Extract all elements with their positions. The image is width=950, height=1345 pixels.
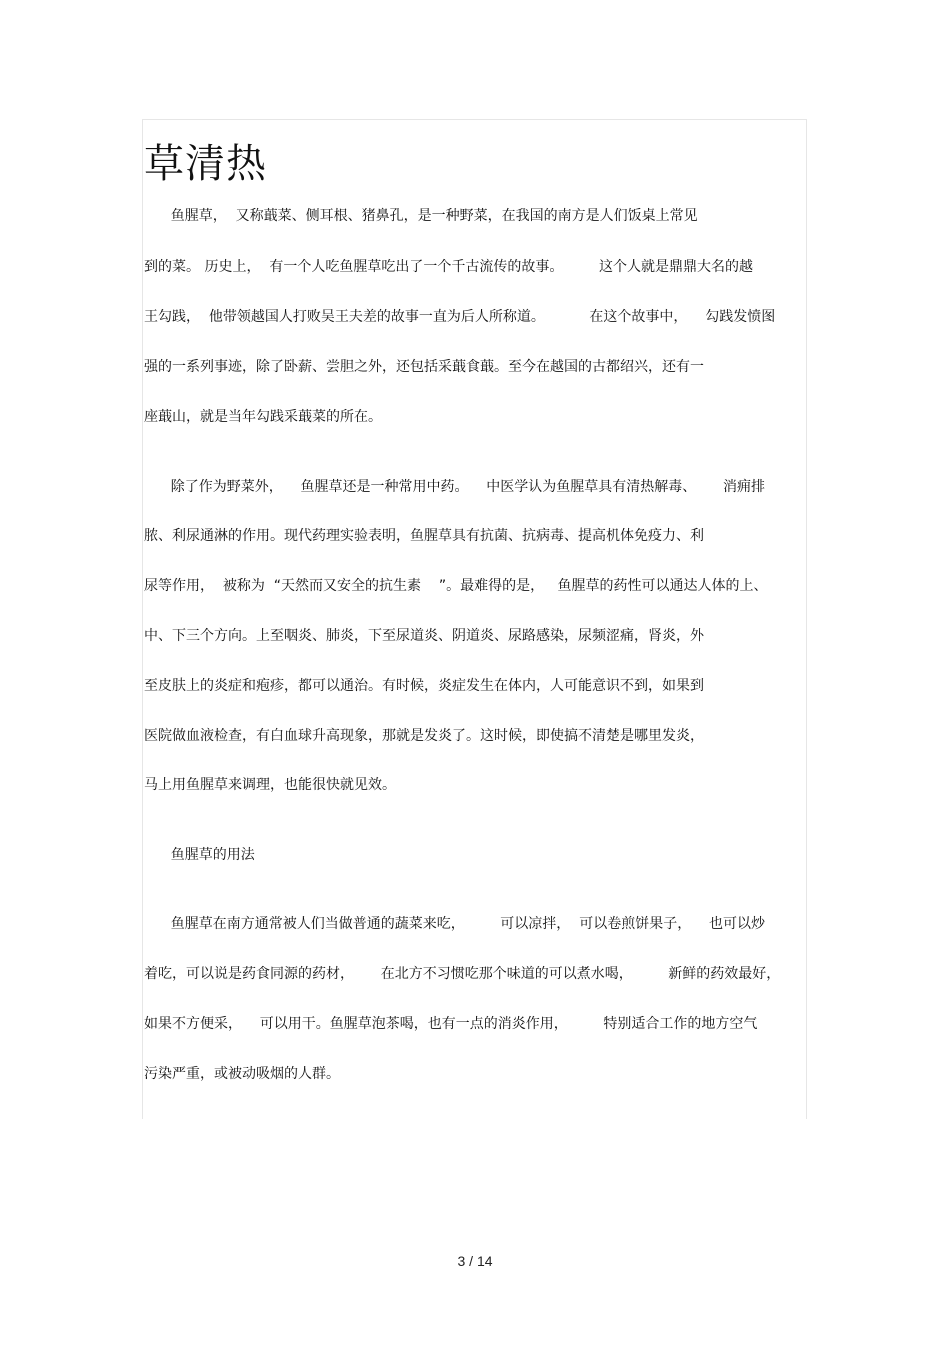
paragraph-line: 尿等作用， 被称为 “天然而又安全的抗生素 ”。最难得的是， 鱼腥草的药性可以通达人体的上、 bbox=[144, 578, 768, 594]
paragraph-line: 鱼腥草， 又称蕺菜、侧耳根、猪鼻孔，是一种野菜，在我国的南方是人们饭桌上常见 bbox=[144, 208, 698, 224]
paragraph-line: 中、下三个方向。上至咽炎、肺炎，下至尿道炎、阴道炎、尿路感染，尿频涩痛，肾炎，外 bbox=[144, 628, 704, 644]
paragraph-line: 座蕺山，就是当年勾践采蕺菜的所在。 bbox=[144, 409, 382, 425]
paragraph-line: 着吃，可以说是药食同源的药材， 在北方不习惯吃那个味道的可以煮水喝， 新鲜的药效最好， bbox=[144, 966, 781, 982]
paragraph-line: 除了作为野菜外， 鱼腥草还是一种常用中药。 中医学认为鱼腥草具有清热解毒、 消痈排 bbox=[144, 479, 766, 495]
paragraph-line: 至皮肤上的炎症和疱疹，都可以通治。有时候，炎症发生在体内，人可能意识不到，如果到 bbox=[144, 678, 704, 694]
paragraph-line: 脓、利尿通淋的作用。现代药理实验表明，鱼腥草具有抗菌、抗病毒、提高机体免疫力、利 bbox=[144, 528, 704, 544]
paragraph-line: 如果不方便采， 可以用干。鱼腥草泡茶喝，也有一点的消炎作用， 特别适合工作的地方空气 bbox=[144, 1016, 758, 1032]
paragraph-line: 马上用鱼腥草来调理，也能很快就见效。 bbox=[144, 777, 396, 793]
section-subheading: 鱼腥草的用法 bbox=[144, 847, 255, 863]
paragraph-line: 污染严重，或被动吸烟的人群。 bbox=[144, 1066, 340, 1082]
paragraph-line: 医院做血液检查，有白血球升高现象，那就是发炎了。这时候，即使搞不清楚是哪里发炎， bbox=[144, 728, 704, 744]
document-heading: 草清热 bbox=[144, 141, 267, 187]
paragraph-line: 到的菜。 历史上， 有一个人吃鱼腥草吃出了一个千古流传的故事。 这个人就是鼎鼎大名的越 bbox=[144, 259, 753, 275]
paragraph-line: 鱼腥草在南方通常被人们当做普通的蔬菜来吃， 可以凉拌， 可以卷煎饼果子， 也可以炒 bbox=[144, 916, 766, 932]
paragraph-line: 王勾践， 他带领越国人打败吴王夫差的故事一直为后人所称道。 在这个故事中， 勾践发愤图 bbox=[144, 309, 776, 325]
paragraph-line: 强的一系列事迹，除了卧薪、尝胆之外，还包括采蕺食蕺。至今在越国的古都绍兴，还有一 bbox=[144, 359, 704, 375]
page-number: 3 / 14 bbox=[457, 1253, 493, 1269]
